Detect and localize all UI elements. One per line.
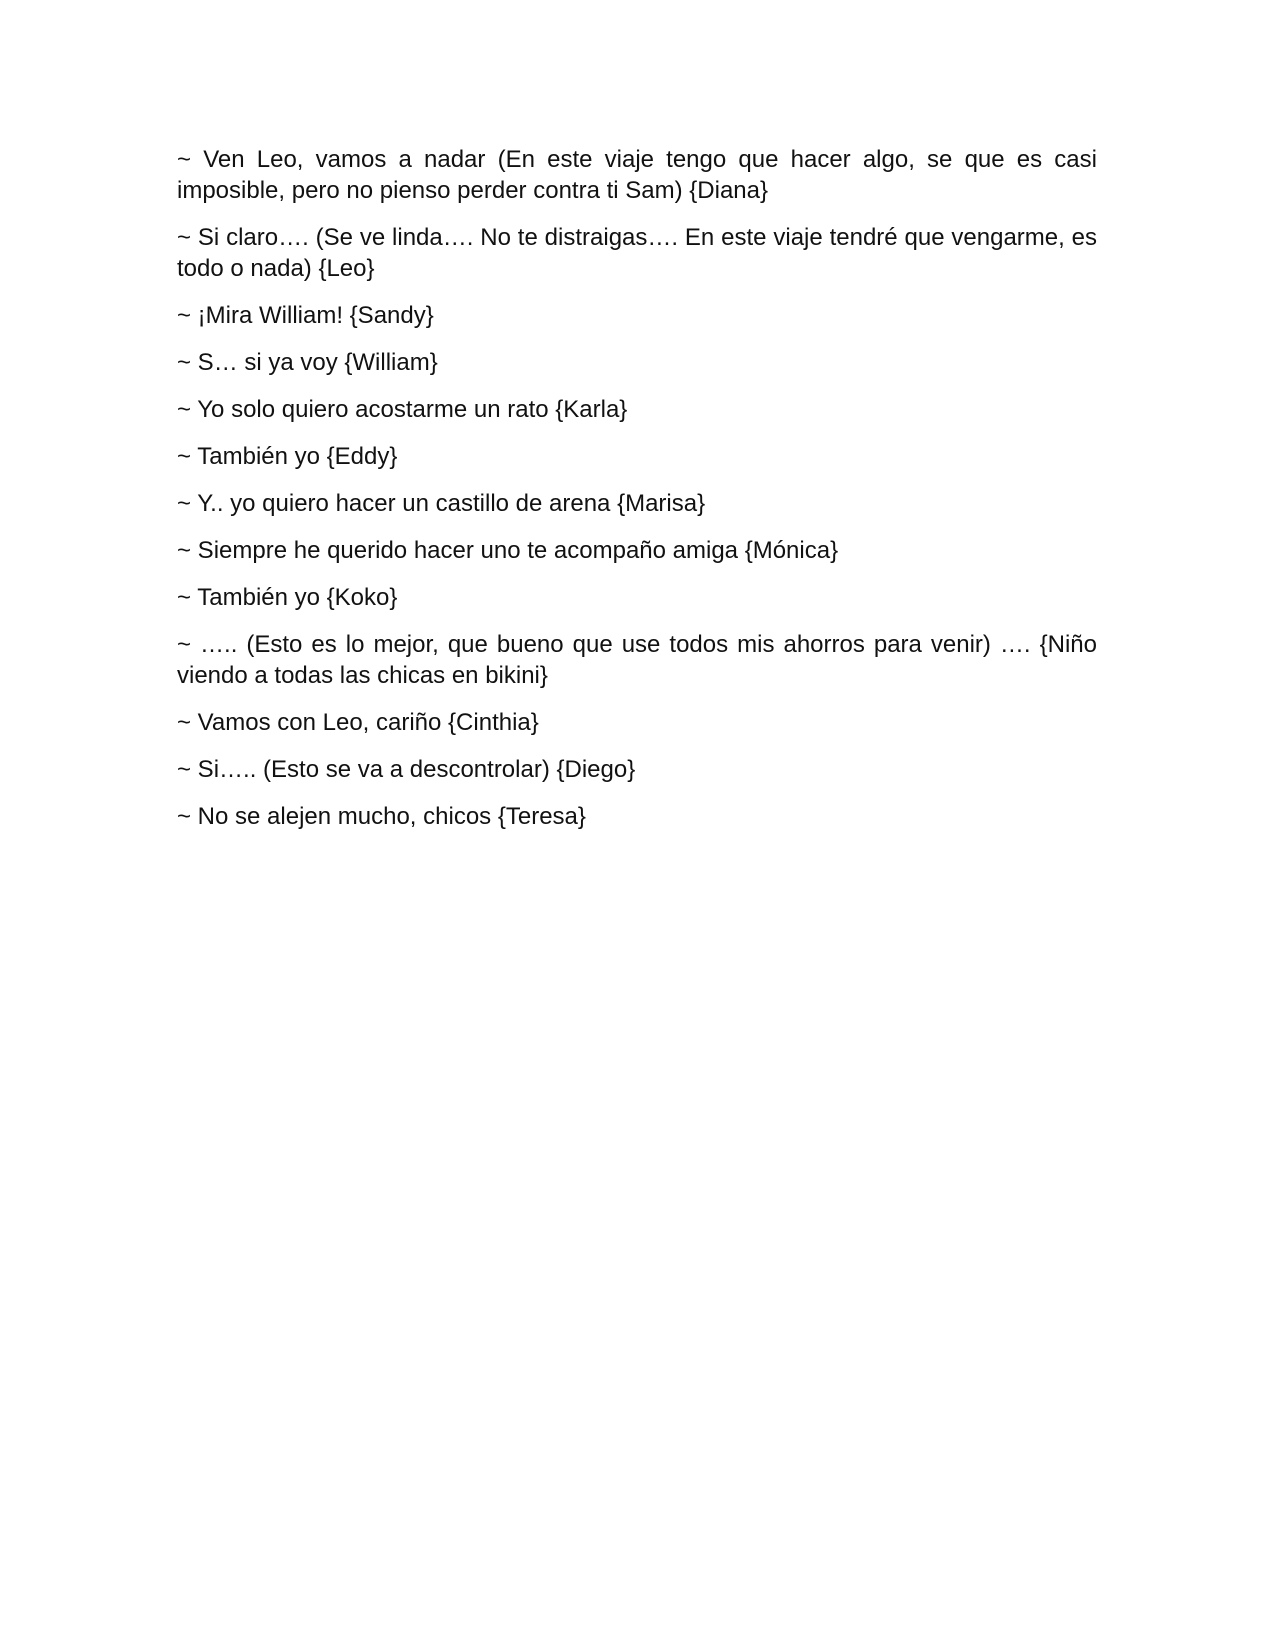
dialogue-line: ~ Siempre he querido hacer uno te acompaño amiga {Mónica} xyxy=(177,537,839,564)
document-body xyxy=(177,144,1097,848)
dialogue-line: ~ Y.. yo quiero hacer un castillo de arena {Marisa} xyxy=(177,490,706,517)
dialogue-line: ~ ….. (Esto es lo mejor, que bueno que use todos mis ahorros para venir) …. {Niño viendo a todas las chicas en bikini} xyxy=(177,631,1097,689)
dialogue-line: ~ S… si ya voy {William} xyxy=(177,349,438,376)
dialogue-line: ~ Si….. (Esto se va a descontrolar) {Diego} xyxy=(177,756,636,783)
dialogue-line: ~ ¡Mira William! {Sandy} xyxy=(177,302,434,329)
dialogue-line: ~ Yo solo quiero acostarme un rato {Karla} xyxy=(177,396,628,423)
dialogue-line: ~ Ven Leo, vamos a nadar (En este viaje tengo que hacer algo, se que es casi imposible, pero no pienso perder contra ti Sam) {Diana} xyxy=(177,146,1097,204)
dialogue-line: ~ No se alejen mucho, chicos {Teresa} xyxy=(177,803,586,830)
dialogue-line: ~ Si claro…. (Se ve linda…. No te distraigas…. En este viaje tendré que vengarme, es todo o nada) {Leo} xyxy=(177,224,1097,282)
dialogue-line: ~ Vamos con Leo, cariño {Cinthia} xyxy=(177,709,539,736)
dialogue-line: ~ También yo {Eddy} xyxy=(177,443,398,470)
dialogue-line: ~ También yo {Koko} xyxy=(177,584,398,611)
